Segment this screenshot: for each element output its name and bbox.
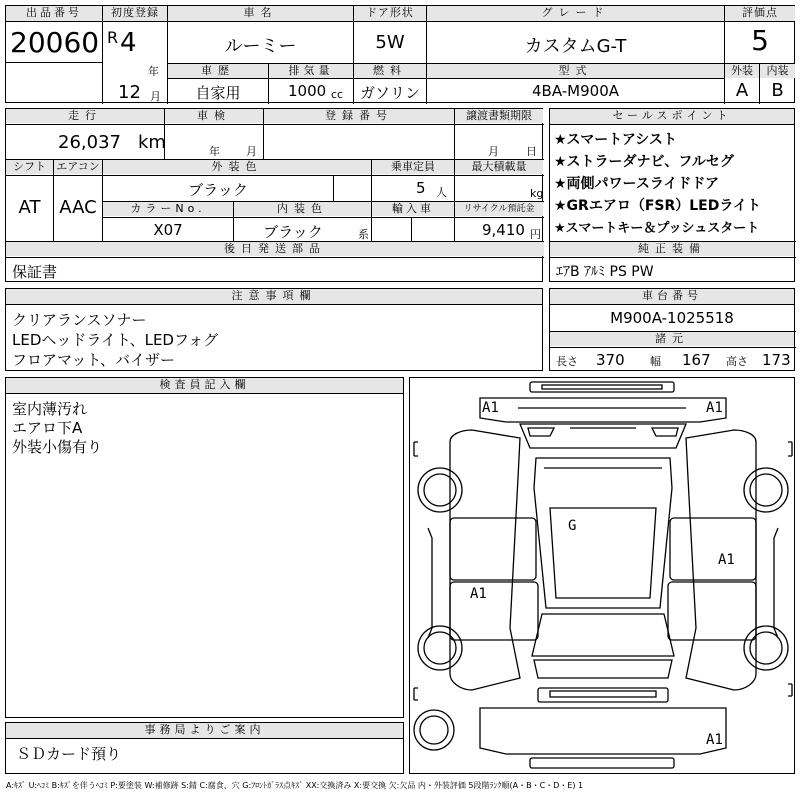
mileage: 26,037 bbox=[58, 132, 121, 153]
damage-mark-rear-right: A1 bbox=[706, 732, 723, 748]
equipment: ｴｱB ｱﾙﾐ PS PW bbox=[556, 264, 654, 280]
interior-label: 内装 bbox=[760, 64, 795, 78]
length: 370 bbox=[596, 351, 625, 369]
notes-line: クリアランスソナー bbox=[12, 311, 147, 329]
height: 173 bbox=[762, 351, 791, 369]
score: 5 bbox=[751, 24, 769, 57]
aircon: AAC bbox=[59, 197, 97, 218]
aircon-label: エアコン bbox=[54, 160, 102, 174]
int-color: ブラック bbox=[263, 223, 323, 241]
car-name: ルーミー bbox=[224, 36, 297, 57]
first-reg-year: 4 bbox=[120, 28, 137, 58]
chassis-label: 車台番号 bbox=[550, 289, 794, 305]
month-unit: 月 bbox=[150, 90, 161, 103]
capacity: 5 bbox=[416, 179, 426, 197]
grade: カスタムG-T bbox=[524, 36, 627, 57]
header-box bbox=[5, 5, 795, 103]
car-name-label: 車名 bbox=[168, 6, 353, 22]
history-label: 車歴 bbox=[168, 64, 268, 78]
displacement: 1000 bbox=[288, 82, 327, 100]
lot-no-label: 出品番号 bbox=[6, 6, 102, 22]
score-label: 評価点 bbox=[725, 6, 795, 22]
legend: A:ｷｽﾞ U:ﾍｺﾐ B:ｷｽﾞを伴うﾍｺﾐ P:要塗装 W:補修跡 S:錆 C:腐食、穴 G:ﾌﾛﾝﾄｶﾞﾗｽ点ｷｽﾞ XX:交換済み X:要交換 欠:欠品 内・外装評価 5段階ﾗﾝｸ順(A・B・C・D・E) 1 bbox=[6, 781, 584, 790]
sales-item: ★スマートアシスト bbox=[554, 132, 677, 148]
model-label: 型式 bbox=[427, 64, 724, 78]
history: 自家用 bbox=[195, 84, 241, 102]
notes-box bbox=[5, 288, 543, 371]
later-parts: 保証書 bbox=[12, 263, 58, 281]
ext-color-label: 外装色 bbox=[103, 160, 371, 174]
int-color-unit: 系 bbox=[358, 228, 369, 241]
notes-line: フロアマット、バイザー bbox=[12, 351, 176, 369]
sales-item: ★スマートキー＆プッシュスタート bbox=[554, 221, 760, 236]
office-text: ＳＤカード預り bbox=[16, 745, 122, 763]
color-no: X07 bbox=[153, 221, 183, 239]
damage-mark-roof: G bbox=[568, 518, 577, 534]
grade-label: グレード bbox=[427, 6, 724, 22]
era: R bbox=[107, 28, 119, 47]
equip-label: 純正装備 bbox=[550, 242, 794, 256]
shift: AT bbox=[18, 197, 41, 218]
ext-color: ブラック bbox=[188, 181, 248, 199]
sales-points-box bbox=[549, 108, 795, 282]
color-no-label: カラーNo. bbox=[103, 202, 233, 216]
chassis-box bbox=[549, 288, 795, 371]
tr-month-unit: 月 bbox=[488, 145, 499, 158]
inspector-line: 外装小傷有り bbox=[12, 438, 103, 456]
width-label: 幅 bbox=[650, 355, 661, 368]
insp-month-unit: 月 bbox=[246, 145, 257, 158]
exterior-label: 外装 bbox=[725, 64, 759, 78]
recycle-unit: 円 bbox=[530, 228, 541, 241]
recycle-label: リサイクル預託金 bbox=[455, 202, 543, 216]
damage-mark-left-rear-door: A1 bbox=[470, 586, 487, 602]
inspector-box bbox=[5, 377, 404, 718]
first-reg-label: 初度登録 bbox=[103, 6, 167, 22]
maxload-unit: kg bbox=[530, 187, 544, 200]
displacement-label: 排気量 bbox=[269, 64, 353, 78]
reg-no-label: 登録番号 bbox=[264, 109, 454, 123]
damage-mark-front-left: A1 bbox=[482, 400, 499, 416]
exterior-grade: A bbox=[735, 80, 749, 101]
mileage-label: 走行 bbox=[6, 109, 164, 123]
transfer-label: 譲渡書類期限 bbox=[455, 109, 543, 123]
damage-mark-front-right: A1 bbox=[706, 400, 723, 416]
door-label: ドア形状 bbox=[354, 6, 426, 22]
interior-grade: B bbox=[771, 80, 784, 101]
vehicle-details-box bbox=[5, 108, 543, 282]
insp-year-unit: 年 bbox=[209, 145, 220, 158]
shift-label: シフト bbox=[6, 160, 53, 174]
fuel: ガソリン bbox=[359, 84, 420, 102]
chassis-number: M900A-1025518 bbox=[610, 309, 734, 327]
displacement-unit: cc bbox=[331, 88, 344, 101]
office-box bbox=[5, 722, 404, 774]
maxload-label: 最大積載量 bbox=[455, 160, 543, 174]
inspector-line: エアロ下A bbox=[12, 419, 83, 437]
dims-label: 諸元 bbox=[550, 332, 794, 346]
fuel-label: 燃料 bbox=[354, 64, 426, 78]
inspector-line: 室内薄汚れ bbox=[12, 400, 88, 418]
sales-item: ★両側パワースライドドア bbox=[554, 176, 720, 192]
first-reg-month: 12 bbox=[118, 82, 141, 103]
year-unit: 年 bbox=[148, 65, 159, 78]
inspection-label: 車検 bbox=[165, 109, 263, 123]
length-label: 長さ bbox=[556, 355, 578, 368]
mileage-unit: km bbox=[138, 132, 166, 153]
sales-item: ★ストラーダナビ、フルセグ bbox=[554, 154, 734, 170]
capacity-label: 乗車定員 bbox=[372, 160, 454, 174]
notes-label: 注意事項欄 bbox=[6, 289, 542, 305]
width: 167 bbox=[682, 351, 711, 369]
int-color-label: 内装色 bbox=[234, 202, 371, 216]
notes-line: LEDヘッドライト、LEDフォグ bbox=[12, 331, 219, 349]
sales-item: ★GRエアロ（FSR）LEDライト bbox=[554, 198, 761, 214]
capacity-unit: 人 bbox=[436, 186, 447, 199]
car-diagram bbox=[410, 378, 796, 775]
model: 4BA-M900A bbox=[531, 82, 619, 100]
recycle: 9,410 bbox=[482, 221, 525, 239]
height-label: 高さ bbox=[726, 355, 748, 368]
tr-day-unit: 日 bbox=[526, 145, 537, 158]
damage-mark-right-side: A1 bbox=[718, 552, 735, 568]
later-parts-label: 後日発送部品 bbox=[6, 242, 544, 256]
inspector-label: 検査員記入欄 bbox=[6, 378, 403, 394]
office-label: 事務局よりご案内 bbox=[6, 723, 403, 739]
lot-no: 20060 bbox=[10, 26, 100, 59]
door-type: 5W bbox=[375, 32, 405, 53]
import-label: 輸入車 bbox=[372, 202, 454, 216]
damage-diagram-box bbox=[409, 377, 795, 774]
sales-label: セールスポイント bbox=[550, 109, 794, 125]
